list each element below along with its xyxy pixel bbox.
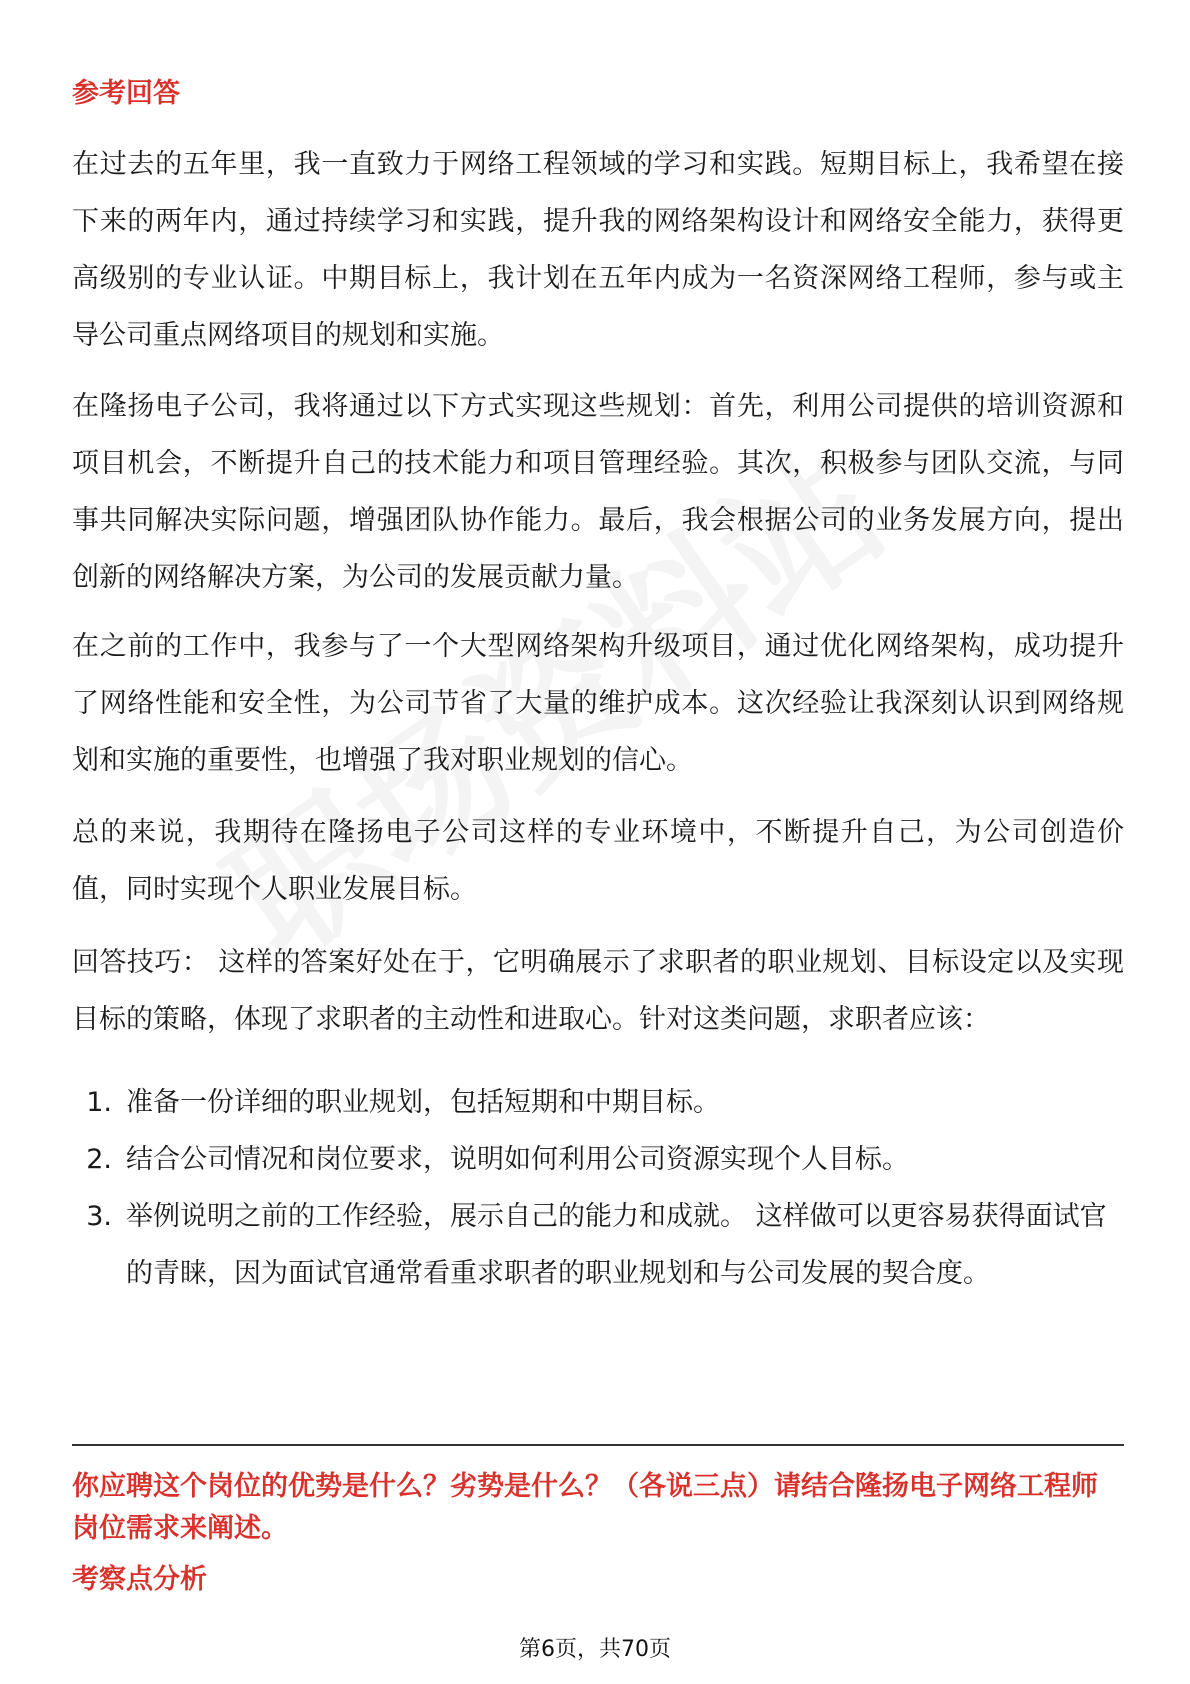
- paragraph-2: 在隆扬电子公司，我将通过以下方式实现这些规划：首先，利用公司提供的培训资源和项目机会，不断提升自己的技术能力和项目管理经验。其次，积极参与团队交流，与同事共同解决实际问题，增强团队协作能力。最后，我会根据公司的业务发展方向，提出创新的网络解决方案，为公司的发展贡献力量。: [72, 391, 1124, 593]
- list-text: 准备一份详细的职业规划，包括短期和中期目标。: [126, 1087, 720, 1118]
- list-item: [72, 1131, 1124, 1188]
- analysis-heading: 考察点分析: [72, 1564, 207, 1595]
- list-item: [72, 1074, 1124, 1131]
- tips-list: [72, 1074, 1124, 1302]
- paragraph-4: 总的来说，我期待在隆扬电子公司这样的专业环境中，不断提升自己，为公司创造价值，同时实现个人职业发展目标。: [72, 817, 1124, 905]
- paragraph-3: 在之前的工作中，我参与了一个大型网络架构升级项目，通过优化网络架构，成功提升了网络性能和安全性，为公司节省了大量的维护成本。这次经验让我深刻认识到网络规划和实施的重要性，也增强了我对职业规划的信心。: [72, 631, 1124, 776]
- paragraph-1: 在过去的五年里，我一直致力于网络工程领域的学习和实践。短期目标上，我希望在接下来的两年内，通过持续学习和实践，提升我的网络架构设计和网络安全能力，获得更高级别的专业认证。中期目标上，我计划在五年内成为一名资深网络工程师，参与或主导公司重点网络项目的规划和实施。: [72, 149, 1124, 351]
- list-number: 1.: [86, 1087, 112, 1118]
- next-question-heading: 你应聘这个岗位的优势是什么？劣势是什么？（各说三点）请结合隆扬电子网络工程师岗位需求来阐述。: [72, 1471, 1098, 1544]
- page-number-footer: 第6页，共70页: [519, 1637, 671, 1662]
- list-number: 3.: [86, 1201, 112, 1232]
- list-item: [72, 1188, 1124, 1302]
- answer-tips-paragraph: 回答技巧： 这样的答案好处在于，它明确展示了求职者的职业规划、目标设定以及实现目标的策略，体现了求职者的主动性和进取心。针对这类问题，求职者应该：: [72, 947, 1124, 1035]
- list-text: 举例说明之前的工作经验，展示自己的能力和成就。 这样做可以更容易获得面试官的青睐，因为面试官通常看重求职者的职业规划和与公司发展的契合度。: [126, 1201, 1107, 1289]
- list-text: 结合公司情况和岗位要求，说明如何利用公司资源实现个人目标。: [126, 1144, 909, 1175]
- section-divider: [72, 1444, 1124, 1446]
- list-number: 2.: [86, 1144, 112, 1175]
- reference-answer-heading: 参考回答: [72, 78, 180, 109]
